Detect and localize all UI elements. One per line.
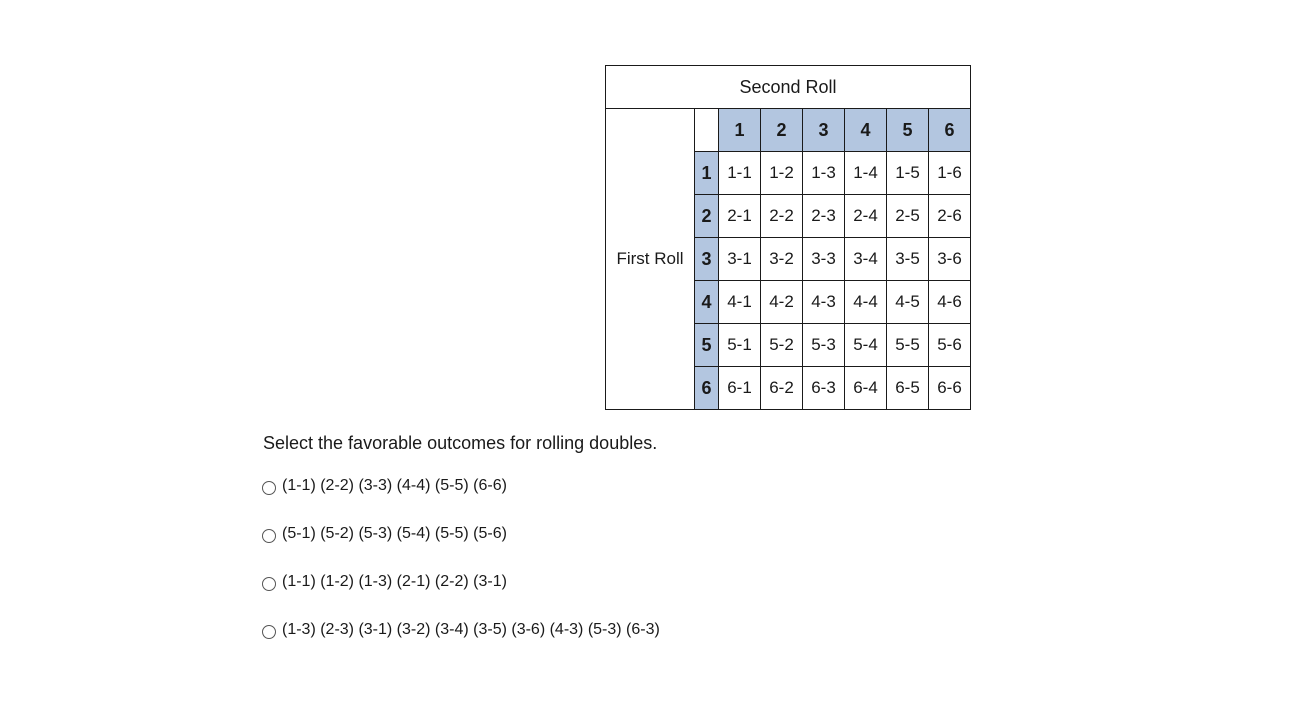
table-cell: 3-3: [803, 238, 845, 281]
table-cell: 5-6: [929, 324, 971, 367]
column-header: 1: [719, 109, 761, 152]
table-cell: 4-1: [719, 281, 761, 324]
table-cell: 3-2: [761, 238, 803, 281]
answer-options: [262, 473, 660, 665]
first-roll-label: First Roll: [606, 109, 695, 410]
option-label: (1-1) (1-2) (1-3) (2-1) (2-2) (3-1): [282, 573, 507, 590]
option-label: (1-1) (2-2) (3-3) (4-4) (5-5) (6-6): [282, 477, 507, 494]
row-header: 4: [695, 281, 719, 324]
table-cell: 6-4: [845, 367, 887, 410]
table-cell: 5-1: [719, 324, 761, 367]
table-cell: 1-3: [803, 152, 845, 195]
row-header: 6: [695, 367, 719, 410]
table-cell: 3-1: [719, 238, 761, 281]
answer-option-4[interactable]: [262, 617, 660, 643]
table-cell: 5-5: [887, 324, 929, 367]
table-cell: 3-6: [929, 238, 971, 281]
table-cell: 5-3: [803, 324, 845, 367]
table-cell: 6-6: [929, 367, 971, 410]
corner-cell: [695, 109, 719, 152]
table-cell: 4-3: [803, 281, 845, 324]
radio-button[interactable]: [262, 625, 276, 639]
table-cell: 2-6: [929, 195, 971, 238]
table-cell: 3-4: [845, 238, 887, 281]
row-header: 1: [695, 152, 719, 195]
table-cell: 4-2: [761, 281, 803, 324]
table-cell: 5-4: [845, 324, 887, 367]
radio-button[interactable]: [262, 529, 276, 543]
table-title: Second Roll: [606, 66, 971, 109]
radio-button[interactable]: [262, 481, 276, 495]
column-header: 4: [845, 109, 887, 152]
radio-button[interactable]: [262, 577, 276, 591]
column-header: 2: [761, 109, 803, 152]
column-header-row: [606, 109, 971, 152]
column-header: 3: [803, 109, 845, 152]
option-label: (5-1) (5-2) (5-3) (5-4) (5-5) (5-6): [282, 525, 507, 542]
table-cell: 2-2: [761, 195, 803, 238]
table-cell: 4-6: [929, 281, 971, 324]
answer-option-1[interactable]: [262, 473, 660, 499]
option-label: (1-3) (2-3) (3-1) (3-2) (3-4) (3-5) (3-6) (4-3) (5-3) (6-3): [282, 621, 660, 638]
table-cell: 6-1: [719, 367, 761, 410]
question-text: Select the favorable outcomes for rolling doubles.: [263, 433, 658, 453]
table-cell: 1-1: [719, 152, 761, 195]
table-cell: 6-5: [887, 367, 929, 410]
table-cell: 1-5: [887, 152, 929, 195]
table-cell: 1-4: [845, 152, 887, 195]
row-header: 2: [695, 195, 719, 238]
column-header: 6: [929, 109, 971, 152]
table-title-row: [606, 66, 971, 109]
table-cell: 2-4: [845, 195, 887, 238]
table-cell: 3-5: [887, 238, 929, 281]
outcome-table: [605, 65, 971, 410]
table-cell: 2-5: [887, 195, 929, 238]
row-header: 5: [695, 324, 719, 367]
table-cell: 6-3: [803, 367, 845, 410]
outcome-table-container: [605, 65, 971, 410]
table-cell: 4-4: [845, 281, 887, 324]
table-cell: 2-1: [719, 195, 761, 238]
row-header: 3: [695, 238, 719, 281]
answer-option-3[interactable]: [262, 569, 660, 595]
table-cell: 1-2: [761, 152, 803, 195]
table-cell: 1-6: [929, 152, 971, 195]
answer-option-2[interactable]: [262, 521, 660, 547]
table-cell: 5-2: [761, 324, 803, 367]
table-cell: 4-5: [887, 281, 929, 324]
column-header: 5: [887, 109, 929, 152]
table-cell: 6-2: [761, 367, 803, 410]
table-cell: 2-3: [803, 195, 845, 238]
